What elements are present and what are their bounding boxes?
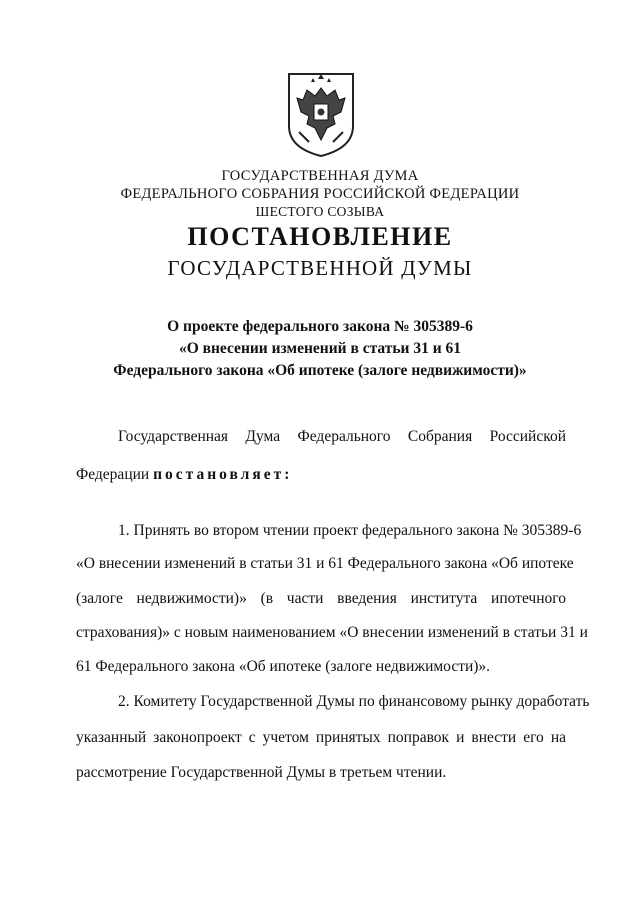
preamble-line-2 bbox=[76, 466, 292, 484]
paragraph2-line-3: рассмотрение Государственной Думы в третьем чтении. bbox=[76, 764, 447, 781]
document-subtitle: ГОСУДАРСТВЕННОЙ ДУМЫ bbox=[167, 256, 473, 280]
header-line-3: ШЕСТОГО СОЗЫВА bbox=[255, 204, 385, 219]
paragraph1-line-5: 61 Федерального закона «Об ипотеке (залоге недвижимости)». bbox=[76, 658, 491, 675]
preamble-resolves: постановляет: bbox=[153, 466, 293, 483]
paragraph2-line-1: 2. Комитету Государственной Думы по финансовому рынку доработать bbox=[118, 693, 590, 710]
paragraph1-line-3: (залоге недвижимости)» (в части введения института ипотечного bbox=[76, 590, 566, 607]
preamble-text: Федерации bbox=[76, 466, 154, 483]
subject-line-3: Федерального закона «Об ипотеке (залоге недвижимости)» bbox=[113, 362, 527, 379]
paragraph1-line-1: 1. Принять во втором чтении проект федерального закона № 305389-6 bbox=[118, 522, 582, 539]
subject-line-1: О проекте федерального закона № 305389-6 bbox=[167, 318, 473, 335]
coat-of-arms-icon bbox=[285, 70, 357, 158]
paragraph1-line-2: «О внесении изменений в статьи 31 и 61 Федерального закона «Об ипотеке bbox=[76, 555, 574, 572]
preamble-line-1: Государственная Дума Федерального Собрания Российской bbox=[118, 428, 566, 445]
subject-line-2: «О внесении изменений в статьи 31 и 61 bbox=[178, 340, 462, 357]
paragraph2-line-2: указанный законопроект с учетом принятых поправок и внести его на bbox=[76, 729, 566, 746]
header-line-1: ГОСУДАРСТВЕННАЯ ДУМА bbox=[221, 168, 419, 184]
paragraph1-line-4: страхования)» с новым наименованием «О внесении изменений в статьи 31 и bbox=[76, 624, 588, 641]
header-line-2: ФЕДЕРАЛЬНОГО СОБРАНИЯ РОССИЙСКОЙ ФЕДЕРАЦИИ bbox=[120, 186, 520, 202]
document-title: ПОСТАНОВЛЕНИЕ bbox=[187, 222, 453, 251]
